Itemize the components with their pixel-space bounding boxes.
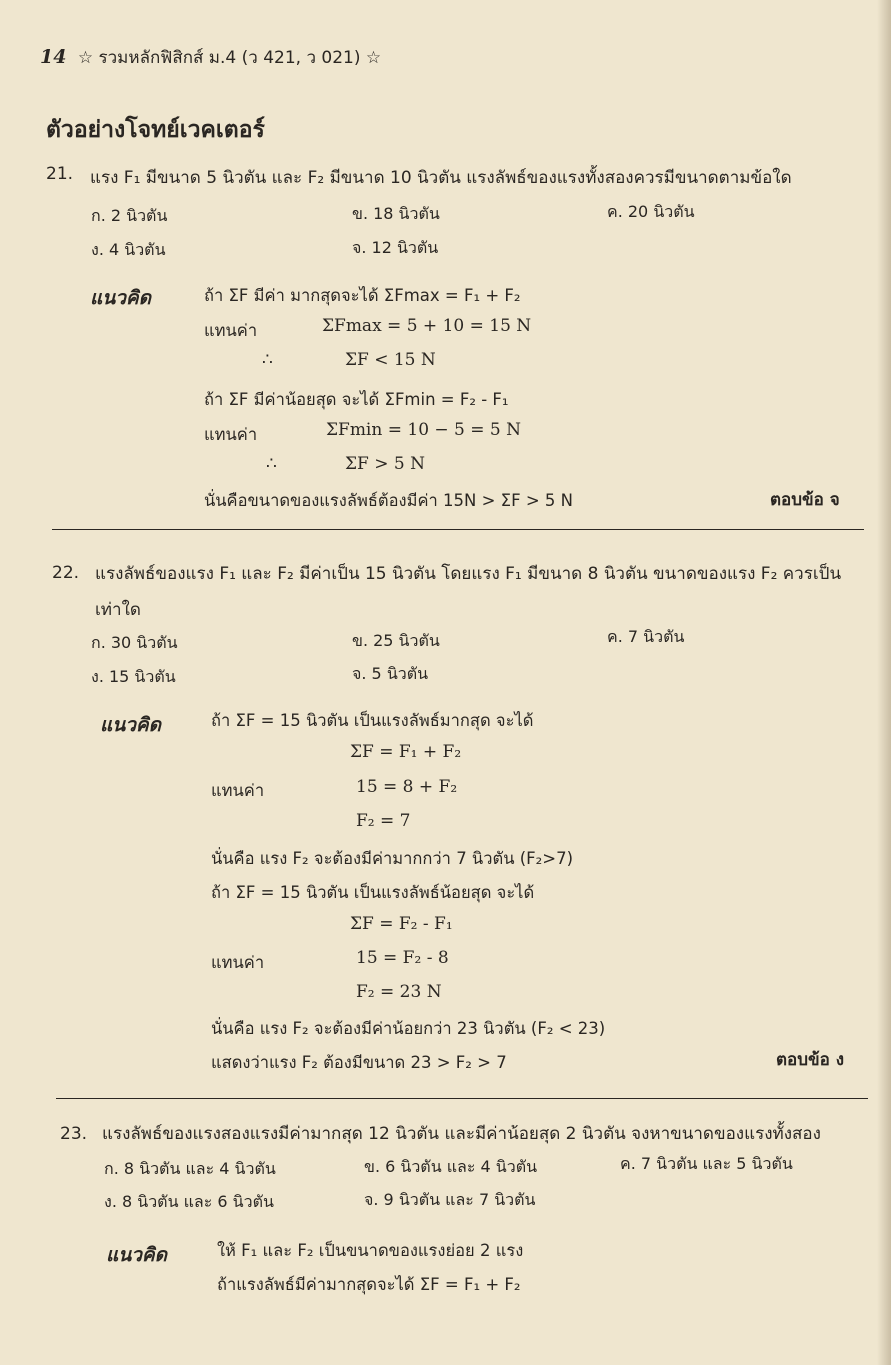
question-21-number: 21. [46, 164, 74, 184]
question-23-number: 23. [60, 1124, 88, 1144]
page-number: 14 [40, 46, 67, 68]
q23-option-c: ค. 7 นิวตัน และ 5 นิวตัน [620, 1154, 793, 1173]
question-22-text: แรงลัพธ์ของแรง F₁ และ F₂ มีค่าเป็น 15 นิวตัน โดยแรง F₁ มีขนาด 8 นิวตัน ขนาดของแรง F₂ ควรเป็น [95, 564, 842, 584]
q21-step-6-eq: ΣF > 5 N [345, 454, 425, 474]
q21-step-2-eq: ΣFmax = 5 + 10 = 15 N [322, 316, 532, 336]
q21-step-5-eq: ΣFmin = 10 − 5 = 5 N [326, 420, 522, 440]
q22-step-10: นั่นคือ แรง F₂ จะต้องมีค่าน้อยกว่า 23 นิวตัน (F₂ < 23) [211, 1019, 606, 1038]
q22-option-c: ค. 7 นิวตัน [607, 627, 685, 646]
q21-step-7: นั่นคือขนาดของแรงลัพธ์ต้องมีค่า 15N > ΣF > 5 N [204, 491, 573, 510]
q22-option-e: จ. 5 นิวตัน [352, 664, 429, 683]
q21-option-b: ข. 18 นิวตัน [352, 204, 440, 223]
q22-option-a: ก. 30 นิวตัน [91, 633, 178, 652]
q23-option-e: จ. 9 นิวตัน และ 7 นิวตัน [364, 1190, 536, 1209]
q21-step-5-label: แทนค่า [204, 425, 258, 444]
q22-step-3-eq: 15 = 8 + F₂ [356, 777, 458, 797]
q22-option-b: ข. 25 นิวตัน [352, 631, 440, 650]
q22-step-8-eq: 15 = F₂ - 8 [356, 948, 449, 968]
q21-step-4: ถ้า ΣF มีค่าน้อยสุด จะได้ ΣFmin = F₂ - F₁ [204, 390, 509, 409]
q22-step-4: F₂ = 7 [356, 811, 411, 831]
q22-step-6: ถ้า ΣF = 15 นิวตัน เป็นแรงลัพธ์น้อยสุด จะได้ [211, 883, 535, 902]
q22-step-11: แสดงว่าแรง F₂ ต้องมีขนาด 23 > F₂ > 7 [211, 1053, 507, 1072]
section-title: ตัวอย่างโจทย์เวคเตอร์ [46, 117, 265, 143]
q23-solution-label: แนวคิด [106, 1244, 167, 1266]
q21-option-c: ค. 20 นิวตัน [607, 202, 695, 221]
running-title: ☆ รวมหลักฟิสิกส์ ม.4 (ว 421, ว 021) ☆ [77, 48, 382, 68]
q22-step-9: F₂ = 23 N [356, 982, 442, 1002]
q22-step-8-label: แทนค่า [211, 953, 265, 972]
question-21-text: แรง F₁ มีขนาด 5 นิวตัน และ F₂ มีขนาด 10 นิวตัน แรงลัพธ์ของแรงทั้งสองควรมีขนาดตามข้อใด [90, 168, 792, 188]
therefore-symbol: ∴ [262, 350, 273, 370]
q22-answer: ตอบข้อ ง [776, 1050, 845, 1070]
q22-option-d: ง. 15 นิวตัน [91, 667, 176, 686]
q23-option-d: ง. 8 นิวตัน และ 6 นิวตัน [104, 1192, 274, 1211]
q23-option-b: ข. 6 นิวตัน และ 4 นิวตัน [364, 1157, 538, 1176]
q21-option-e: จ. 12 นิวตัน [352, 238, 439, 257]
divider [56, 1098, 868, 1099]
page-edge-shadow [877, 0, 891, 1365]
q21-solution-label: แนวคิด [90, 287, 151, 309]
question-23-text: แรงลัพธ์ของแรงสองแรงมีค่ามากสุด 12 นิวตัน และมีค่าน้อยสุด 2 นิวตัน จงหาขนาดของแรงทั้งสอง [102, 1124, 821, 1144]
divider [52, 529, 864, 530]
q22-step-3-label: แทนค่า [211, 781, 265, 800]
q23-option-a: ก. 8 นิวตัน และ 4 นิวตัน [104, 1159, 276, 1178]
therefore-symbol: ∴ [266, 454, 277, 474]
q23-step-1: ให้ F₁ และ F₂ เป็นขนาดของแรงย่อย 2 แรง [217, 1241, 524, 1260]
question-22-number: 22. [52, 563, 80, 583]
q21-step-2-label: แทนค่า [204, 321, 258, 340]
q22-solution-label: แนวคิด [100, 714, 161, 736]
running-header [40, 44, 381, 71]
q22-step-7: ΣF = F₂ - F₁ [350, 914, 453, 934]
q23-step-2: ถ้าแรงลัพธ์มีค่ามากสุดจะได้ ΣF = F₁ + F₂ [217, 1275, 521, 1294]
q21-step-3-eq: ΣF < 15 N [345, 350, 436, 370]
q22-step-2: ΣF = F₁ + F₂ [350, 742, 462, 762]
q22-step-1: ถ้า ΣF = 15 นิวตัน เป็นแรงลัพธ์มากสุด จะได้ [211, 711, 534, 730]
q21-answer: ตอบข้อ จ [770, 490, 840, 510]
q22-step-5: นั่นคือ แรง F₂ จะต้องมีค่ามากกว่า 7 นิวตัน (F₂>7) [211, 849, 574, 868]
question-22-text-cont: เท่าใด [95, 600, 141, 620]
q21-option-a: ก. 2 นิวตัน [91, 206, 168, 225]
q21-step-1: ถ้า ΣF มีค่า มากสุดจะได้ ΣFmax = F₁ + F₂ [204, 286, 521, 305]
q21-option-d: ง. 4 นิวตัน [91, 240, 166, 259]
